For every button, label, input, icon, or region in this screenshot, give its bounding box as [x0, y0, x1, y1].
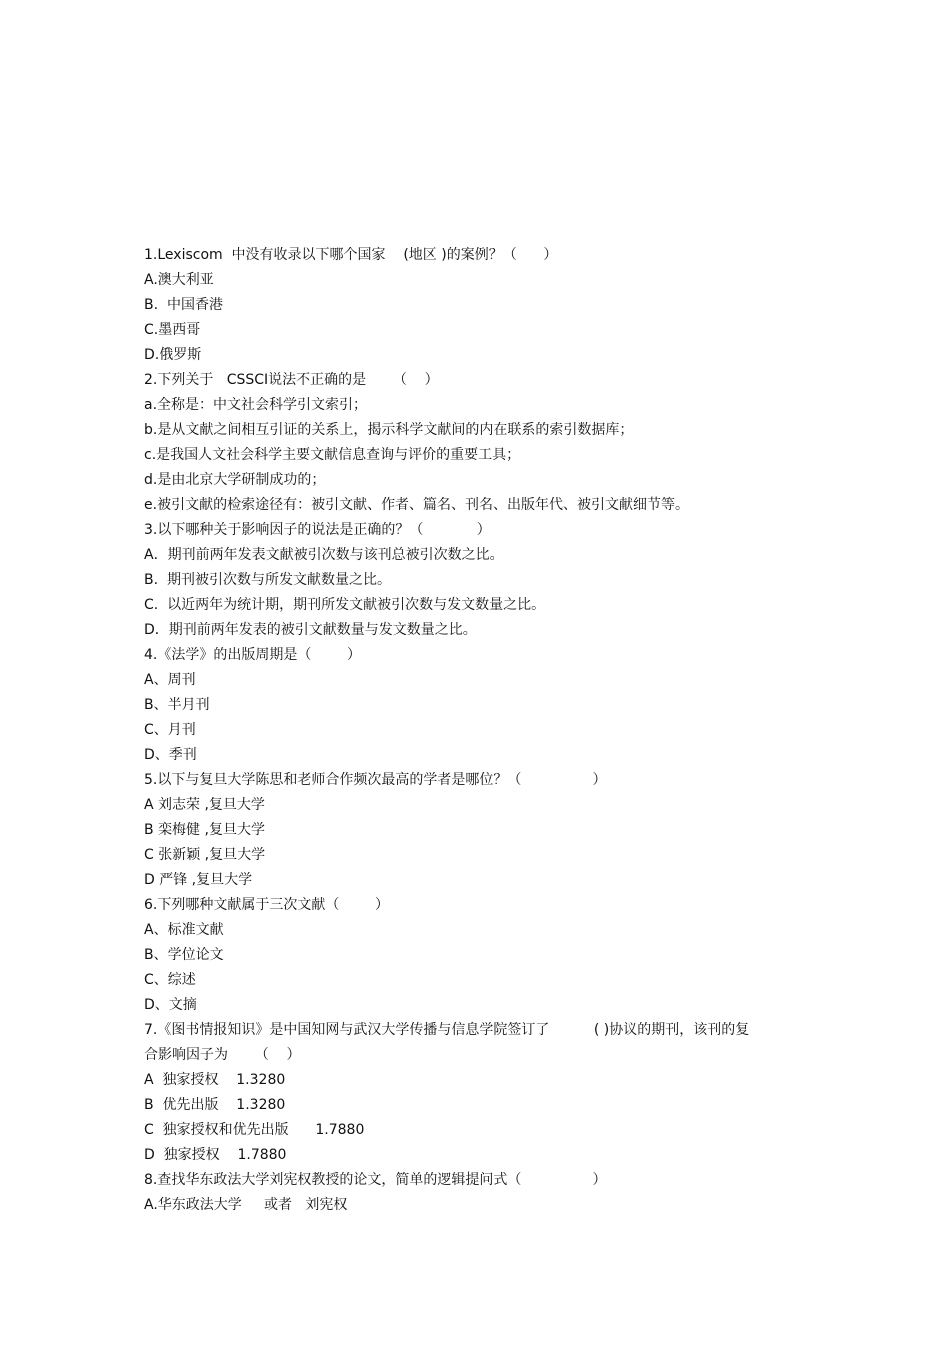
question-1: 1.Lexiscom 中没有收录以下哪个国家 (地区 )的案例？（ ）: [144, 247, 558, 263]
option-5a: A 刘志荣 ,复旦大学: [144, 797, 265, 813]
option-1b: B. 中国香港: [144, 297, 223, 313]
question-4: 4.《法学》的出版周期是（ ）: [144, 647, 361, 663]
question-7-line-1: 7.《图书情报知识》是中国知网与武汉大学传播与信息学院签订了 ( )协议的期刊，该刊的复: [144, 1022, 750, 1038]
option-1d: D.俄罗斯: [144, 347, 202, 363]
question-8: 8.查找华东政法大学刘宪权教授的论文，简单的逻辑提问式（ ）: [144, 1172, 607, 1188]
option-3a: A．期刊前两年发表文献被引次数与该刊总被引次数之比。: [144, 547, 504, 563]
question-3: 3.以下哪种关于影响因子的说法是正确的？（ ）: [144, 522, 491, 538]
option-4d: D、季刊: [144, 747, 197, 763]
option-4c: C、月刊: [144, 722, 196, 738]
option-2c: c.是我国人文社会科学主要文献信息查询与评价的重要工具；: [144, 447, 521, 463]
question-2: 2.下列关于 CSSCI说法不正确的是 （ ）: [144, 372, 439, 388]
option-3b: B. 期刊被引次数与所发文献数量之比。: [144, 572, 391, 588]
option-4a: A、周刊: [144, 672, 196, 688]
option-2b: b.是从文献之间相互引证的关系上，揭示科学文献间的内在联系的索引数据库；: [144, 422, 634, 438]
option-7c: C 独家授权和优先出版 1.7880: [144, 1122, 365, 1138]
option-1c: C.墨西哥: [144, 322, 201, 338]
option-7d: D 独家授权 1.7880: [144, 1147, 287, 1163]
option-5b: B 栾梅健 ,复旦大学: [144, 822, 265, 838]
option-6a: A、标准文献: [144, 922, 224, 938]
option-1a: A.澳大利亚: [144, 272, 214, 288]
option-3d: D．期刊前两年发表的被引文献数量与发文数量之比。: [144, 622, 477, 638]
option-5c: C 张新颖 ,复旦大学: [144, 847, 266, 863]
option-4b: B、半月刊: [144, 697, 210, 713]
option-6b: B、学位论文: [144, 947, 224, 963]
question-6: 6.下列哪种文献属于三次文献（ ）: [144, 897, 389, 913]
option-6d: D、文摘: [144, 997, 197, 1013]
option-8a: A.华东政法大学 或者 刘宪权: [144, 1197, 348, 1213]
option-5d: D 严锋 ,复旦大学: [144, 872, 253, 888]
option-2a: a.全称是：中文社会科学引文索引；: [144, 397, 368, 413]
option-7b: B 优先出版 1.3280: [144, 1097, 286, 1113]
option-3c: C. 以近两年为统计期，期刊所发文献被引次数与发文数量之比。: [144, 597, 546, 613]
option-6c: C、综述: [144, 972, 196, 988]
option-2d: d.是由北京大学研制成功的；: [144, 472, 326, 488]
question-5: 5.以下与复旦大学陈思和老师合作频次最高的学者是哪位？（ ）: [144, 772, 607, 788]
option-7a: A 独家授权 1.3280: [144, 1072, 286, 1088]
question-7-line-2: 合影响因子为 （ ）: [144, 1047, 301, 1063]
option-2e: e.被引文献的检索途径有：被引文献、作者、篇名、刊名、出版年代、被引文献细节等。: [144, 497, 690, 513]
quiz-content: [144, 243, 824, 1218]
